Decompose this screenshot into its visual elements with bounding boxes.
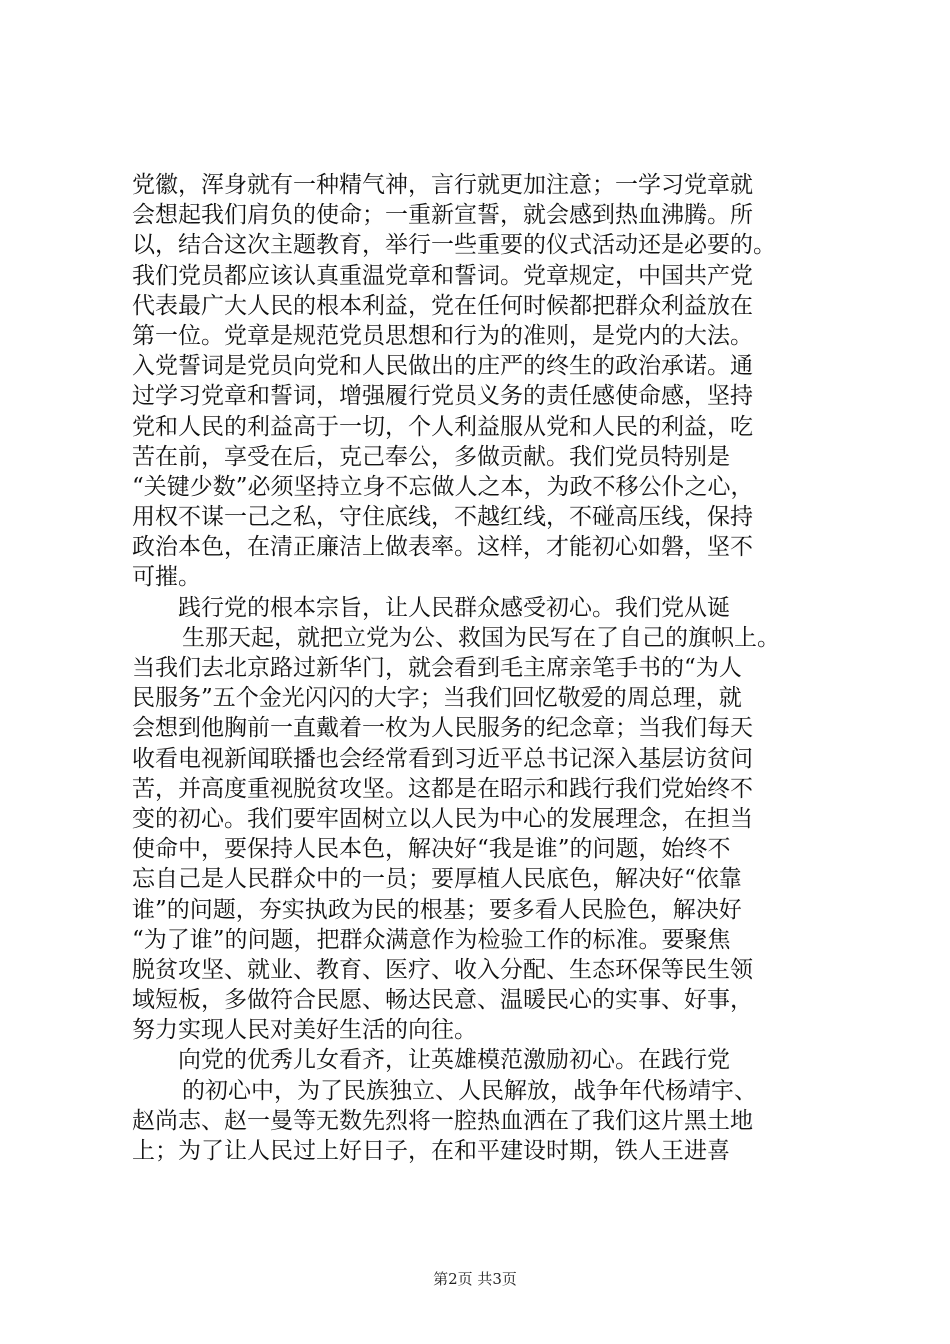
text-line: 域短板，多做符合民愿、畅达民意、温暖民心的实事、好事，	[132, 987, 753, 1014]
text-line: 的初心中，为了民族独立、人民解放，战争年代杨靖宇、	[182, 1077, 757, 1104]
text-line: 第一位。党章是规范党员思想和行为的准则，是党内的大法。	[132, 322, 753, 349]
text-line: 收看电视新闻联播也会经常看到习近平总书记深入基层访贫问	[132, 745, 753, 772]
text-line: 上；为了让人民过上好日子，在和平建设时期，铁人王进喜	[132, 1138, 730, 1164]
text-line: 苦，并高度重视脱贫攻坚。这都是在昭示和践行我们党始终不	[132, 775, 753, 802]
text-line: 以，结合这次主题教育，举行一些重要的仪式活动还是必要的。	[132, 232, 776, 259]
text-line: 使命中，要保持人民本色，解决好“我是谁”的问题，始终不	[132, 836, 731, 863]
text-line: 谁”的问题，夯实执政为民的根基；要多看人民脸色，解决好	[132, 896, 742, 923]
text-line: 党徽，浑身就有一种精气神，言行就更加注意；一学习党章就	[132, 172, 753, 198]
text-line: 会想到他胸前一直戴着一枚为人民服务的纪念章；当我们每天	[132, 715, 753, 742]
text-line: 党和人民的利益高于一切，个人利益服从党和人民的利益，吃	[132, 413, 753, 440]
text-line: 会想起我们肩负的使命；一重新宣誓，就会感到热血沸腾。所	[132, 202, 753, 229]
text-line: 脱贫攻坚、就业、教育、医疗、收入分配、生态环保等民生领	[132, 956, 753, 983]
text-line: 政治本色，在清正廉洁上做表率。这样，才能初心如磐，坚不	[132, 534, 753, 561]
text-line: 可摧。	[132, 564, 201, 591]
text-line: 变的初心。我们要牢固树立以人民为中心的发展理念，在担当	[132, 805, 753, 832]
text-line: 努力实现人民对美好生活的向往。	[132, 1017, 477, 1044]
page-footer	[0, 1268, 950, 1289]
text-line: 民服务”五个金光闪闪的大字；当我们回忆敬爱的周总理，就	[132, 685, 742, 712]
text-line: 赵尚志、赵一曼等无数先烈将一腔热血洒在了我们这片黑土地	[132, 1107, 753, 1134]
text-line: 用权不谋一己之私，守住底线，不越红线，不碰高压线，保持	[132, 504, 753, 531]
text-line: 当我们去北京路过新华门，就会看到毛主席亲笔手书的“为人	[132, 655, 742, 681]
text-line: 我们党员都应该认真重温党章和誓词。党章规定，中国共产党	[132, 262, 753, 289]
text-line: 入党誓词是党员向党和人民做出的庄严的终生的政治承诺。通	[132, 353, 753, 380]
text-line: “关键少数”必须坚持立身不忘做人之本，为政不移公仆之心，	[132, 473, 754, 500]
paragraph-heading-line: 向党的优秀儿女看齐，让英雄模范激励初心。在践行党	[178, 1047, 730, 1074]
page-number-label: 第2页 共3页	[433, 1270, 517, 1288]
text-line: 忘自己是人民群众中的一员；要厚植人民底色，解决好“依靠	[132, 866, 742, 893]
text-line: 苦在前，享受在后，克己奉公，多做贡献。我们党员特别是	[132, 443, 730, 470]
text-line: 生那天起，就把立党为公、救国为民写在了自己的旗帜上。	[182, 624, 780, 651]
document-body	[132, 170, 832, 1166]
text-line: 过学习党章和誓词，增强履行党员义务的责任感使命感，坚持	[132, 383, 753, 410]
text-line: 代表最广大人民的根本利益，党在任何时候都把群众利益放在	[132, 292, 753, 319]
paragraph-heading-line: 践行党的根本宗旨，让人民群众感受初心。我们党从诞	[178, 594, 730, 621]
text-line: “为了谁”的问题，把群众满意作为检验工作的标准。要聚焦	[132, 926, 731, 953]
